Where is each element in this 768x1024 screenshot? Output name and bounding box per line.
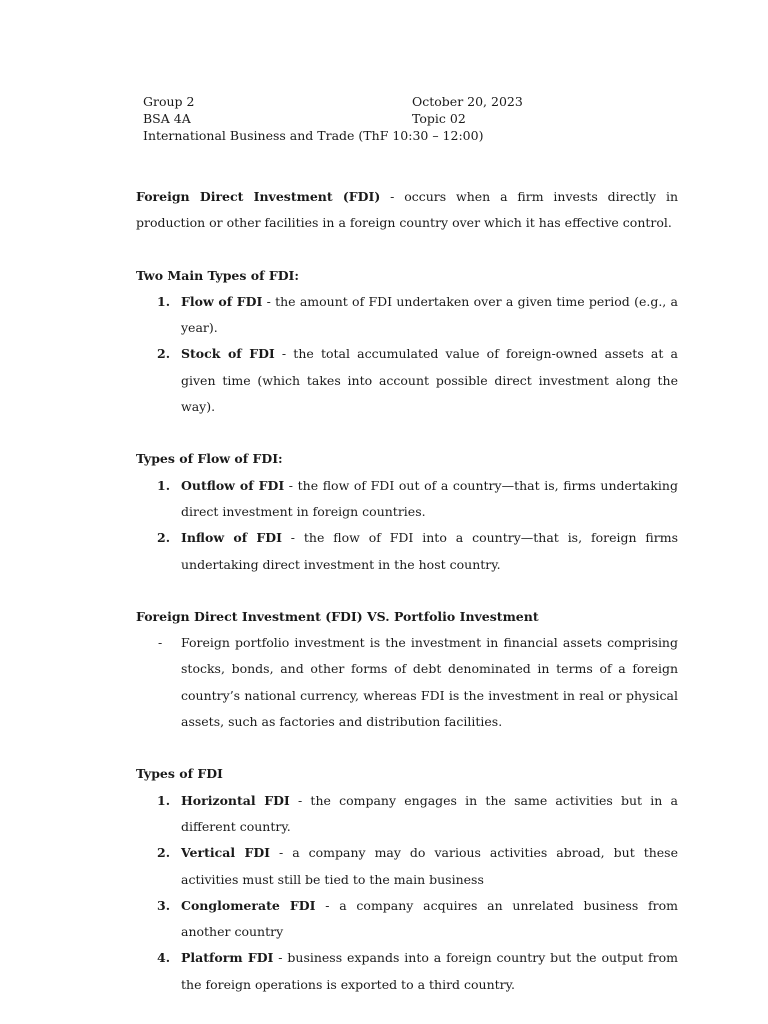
list-item — [136, 289, 678, 342]
flow-types-heading: Types of Flow of FDI: — [136, 451, 283, 467]
item-term: Inflow of FDI — [181, 530, 282, 546]
item-term: Stock of FDI — [181, 346, 275, 362]
item-number: 2. — [157, 530, 171, 546]
list-item — [136, 840, 678, 893]
comparison-list — [136, 630, 678, 735]
main-types-list — [136, 289, 678, 420]
fdi-types-heading: Types of FDI — [136, 766, 223, 782]
document-body — [136, 184, 678, 998]
definition-text: - occurs when a firm invests directly in production or other facilities in a foreign country over which it has effective control. — [136, 189, 678, 231]
item-text: - the flow of FDI out of a country—that is, firms undertaking direct investment in foreign countries. — [181, 477, 678, 519]
bullet-dash: - — [158, 635, 163, 651]
header-row-2 — [143, 110, 613, 127]
section-label: BSA 4A — [143, 111, 191, 126]
item-term: Platform FDI — [181, 950, 274, 966]
list-item — [136, 945, 678, 998]
item-number: 1. — [157, 477, 171, 493]
item-number: 4. — [157, 950, 171, 966]
date-label: October 20, 2023 — [412, 94, 523, 109]
list-item — [136, 525, 678, 578]
header-row-3 — [143, 127, 613, 144]
item-term: Horizontal FDI — [181, 792, 290, 808]
item-term: Flow of FDI — [181, 293, 263, 309]
item-text: - the total accumulated value of foreign-owned assets at a given time (which takes into account possible direct investment along the way). — [181, 346, 678, 415]
list-item — [136, 341, 678, 420]
list-item — [136, 788, 678, 841]
group-label: Group 2 — [143, 94, 195, 109]
item-text: - a company acquires an unrelated business from another country — [181, 897, 678, 940]
item-text: - the flow of FDI into a country—that is, foreign firms undertaking direct investment in the host country. — [181, 530, 678, 572]
comparison-heading: Foreign Direct Investment (FDI) VS. Portfolio Investment — [136, 608, 539, 624]
list-item — [136, 473, 678, 526]
item-text: Foreign portfolio investment is the investment in financial assets comprising stocks, bonds, and other forms of debt denominated in terms of a foreign country’s national currency, whereas FDI is the investment in real or physical assets, such as factories and distribution facilities. — [181, 635, 678, 730]
flow-types-list — [136, 473, 678, 578]
topic-label: Topic 02 — [412, 111, 466, 126]
list-item — [136, 893, 678, 946]
item-number: 2. — [157, 346, 171, 362]
item-term: Outflow of FDI — [181, 477, 285, 493]
item-number: 2. — [157, 845, 171, 861]
item-text: - business expands into a foreign country but the output from the foreign operations is exported to a third country. — [181, 950, 679, 992]
main-types-heading: Two Main Types of FDI: — [136, 267, 300, 283]
fdi-definition — [136, 184, 678, 237]
item-number: 1. — [157, 293, 171, 309]
item-text: - the amount of FDI undertaken over a given time period (e.g., a year). — [181, 293, 679, 336]
item-text: - a company may do various activities abroad, but these activities must still be tied to the main business — [181, 845, 678, 887]
definition-term: Foreign Direct Investment (FDI) — [136, 189, 381, 204]
course-label: International Business and Trade (ThF 10:30 – 12:00) — [143, 128, 484, 143]
header-row-1 — [143, 93, 613, 110]
document-header — [143, 93, 613, 144]
item-number: 1. — [157, 792, 171, 808]
fdi-types-list — [136, 788, 678, 998]
item-term: Conglomerate FDI — [181, 897, 316, 913]
item-term: Vertical FDI — [181, 845, 270, 861]
item-text: - the company engages in the same activities but in a different country. — [181, 792, 678, 834]
item-number: 3. — [157, 897, 171, 913]
list-item — [136, 630, 678, 735]
